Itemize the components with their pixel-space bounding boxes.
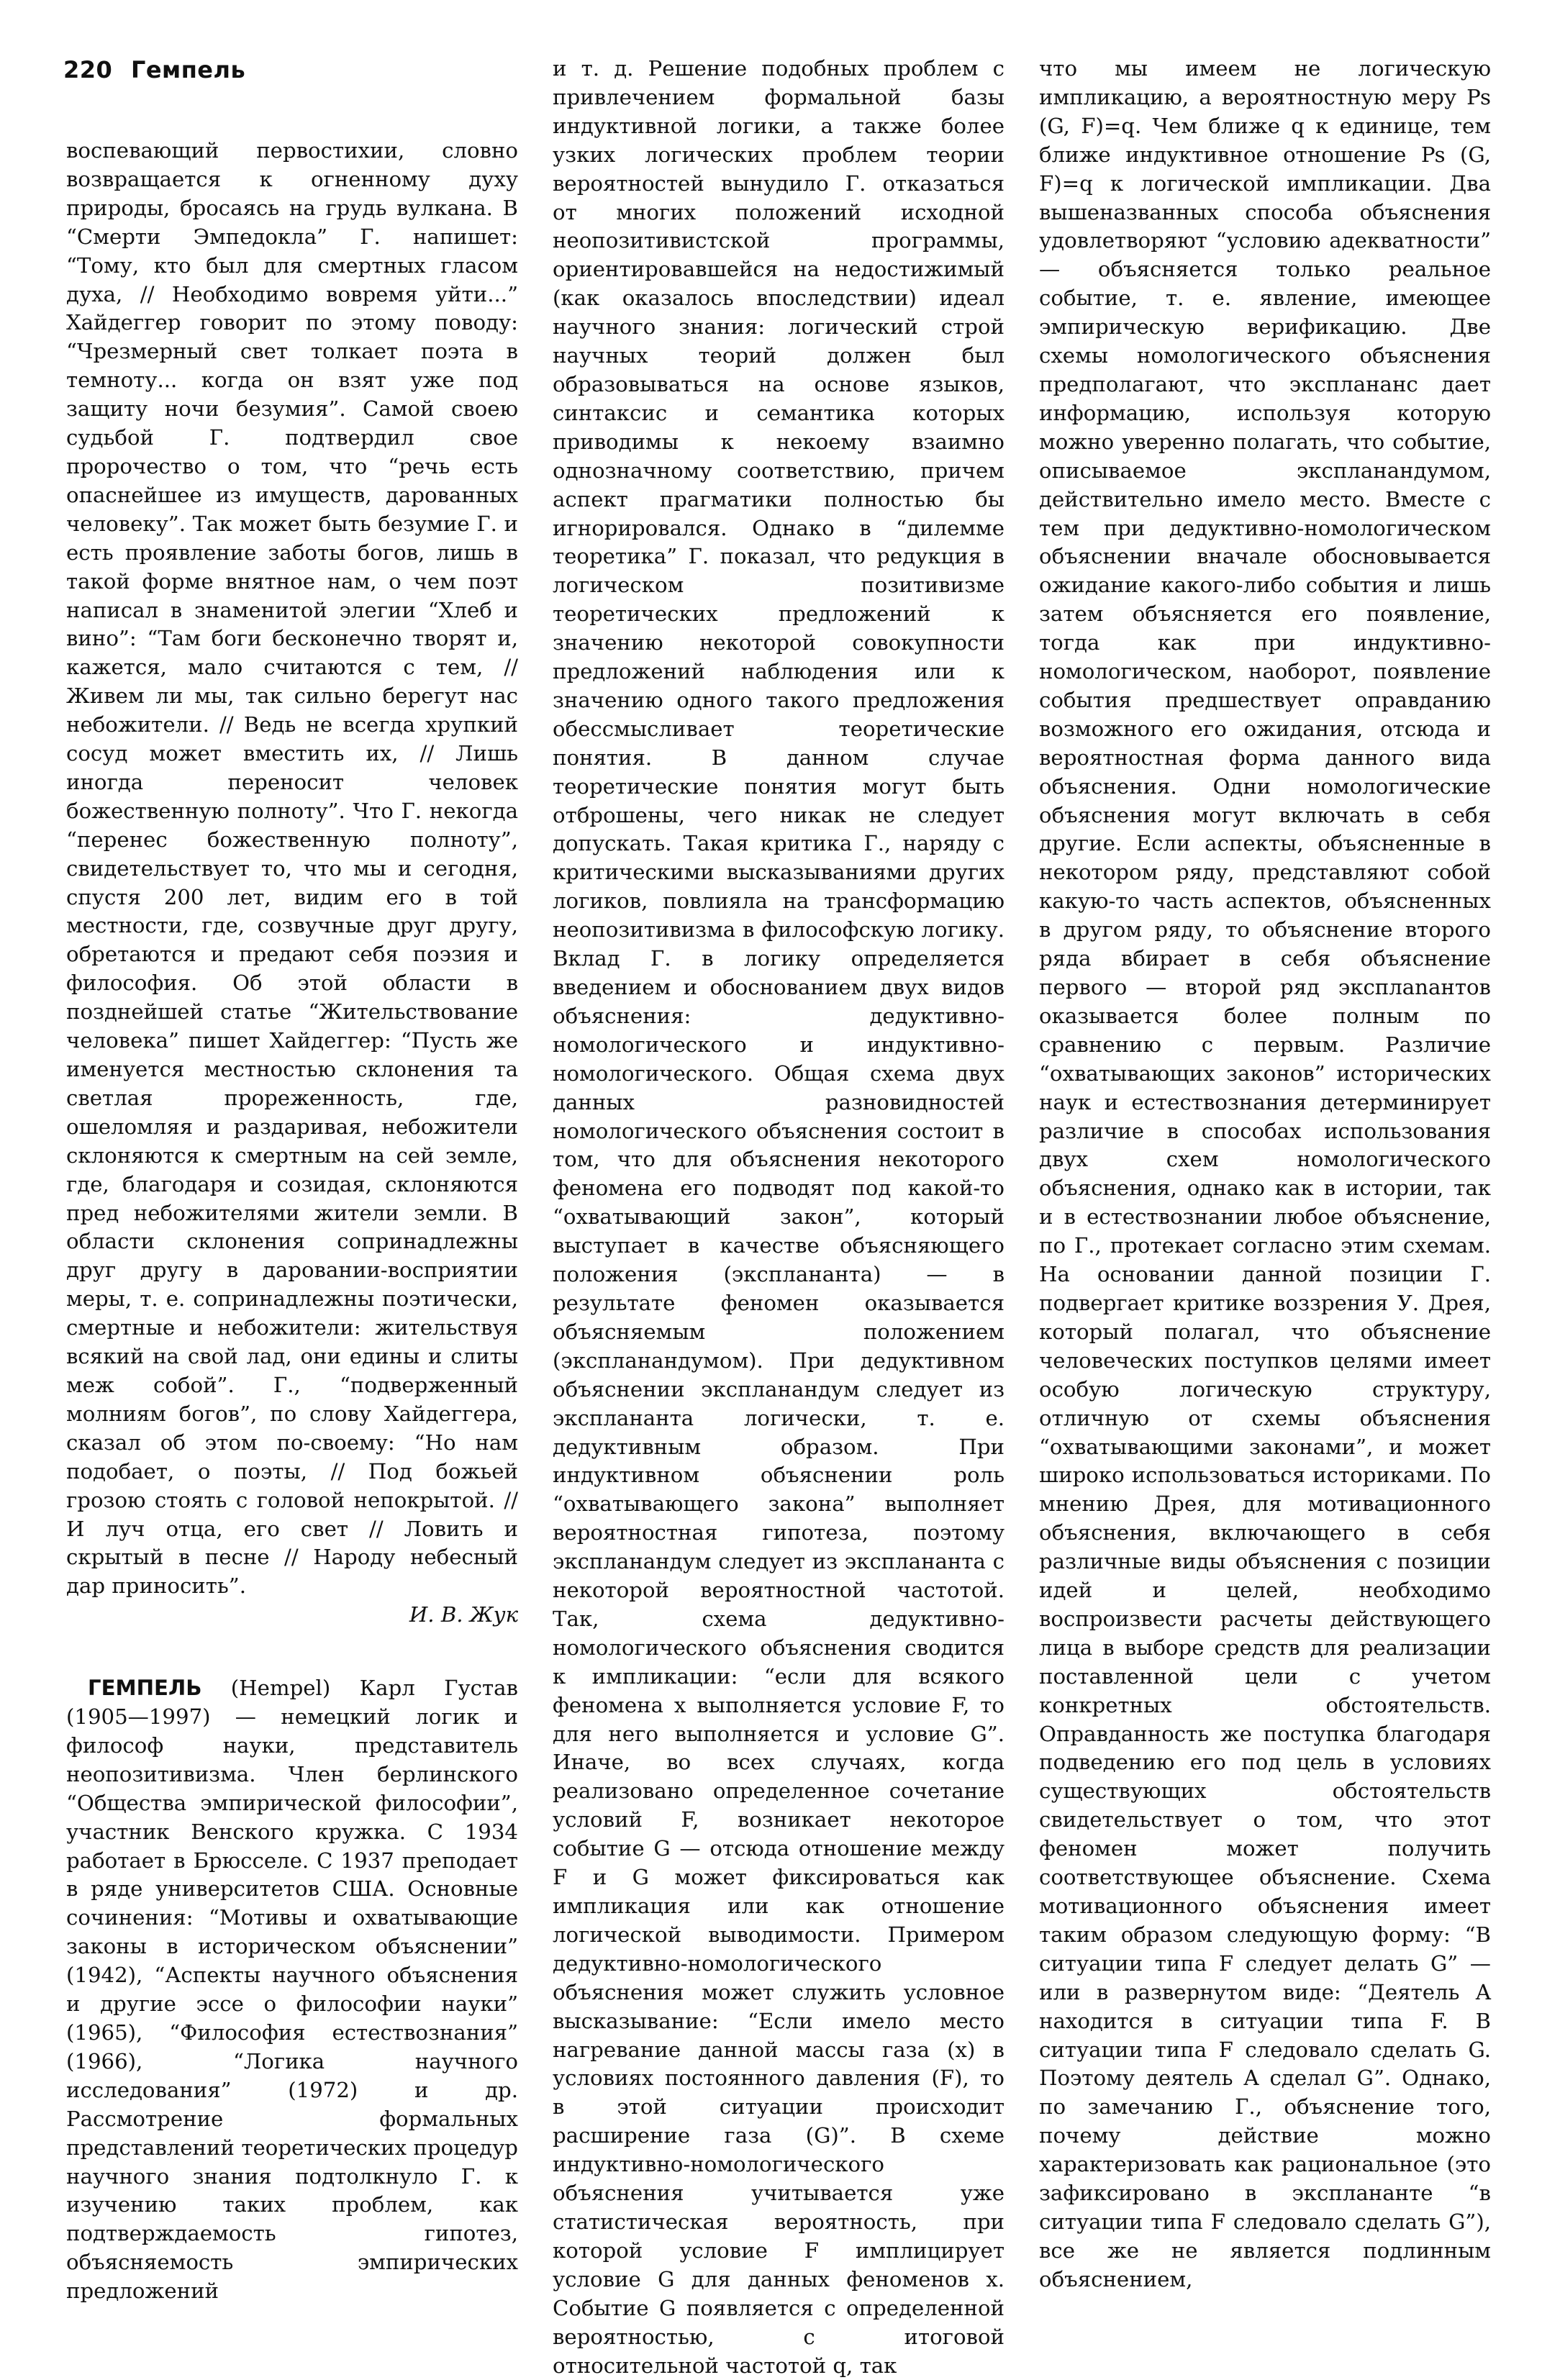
paragraph-hoelderlin-end: воспевающий первостихии, словно возвращается к огненному духу природы, бросаясь на грудь вулкана. В “Смерти Эмпедокла” Г. напишет: “Тому, кто был для смертных гласом духа, // Необходимо вовремя уйти...” Хайдеггер говорит по этому поводу: “Чрезмерный свет толкает поэта в темноту... когда он взят уже под защиту ночи безумия”. Самой своею судьбой Г. подтвердил свое пророчество о том, что “речь есть опаснейшее из имуществ, дарованных человеку”. Так может быть безумие Г. и есть проявление заботы богов, лишь в такой форме внятное нам, о чем поэт написал в знаменитой элегии “Хлеб и вино”: “Там боги бесконечно творят и, кажется, мало считаются с тем, // Живем ли мы, так сильно берегут нас небожители. // Ведь не всегда хрупкий сосуд может вместить их, // Лишь иногда переносит человек божественную полноту”. Что Г. некогда “перенес божественную полноту”, свидетельствует то, что мы и сегодня, спустя 200 лет, видим его в той местности, где, созвучные друг другу, обретаются и предают себя поэзия и философия. Об этой области в позднейшей статье “Жительствование человека” пишет Хайдеггер: “Пусть же именуется местностью склонения та светлая прореженность, где, ошеломляя и раздаривая, небожители склоняются к смертным на сей земле, где, благодаря и созидая, склоняются пред небожителями жители земли. В области склонения сопринадлежны друг другу в даровании-восприятии меры, т. е. сопринадлежны поэтически, смертные и небожители: жительствуя всякий на свой лад, они едины и слиты меж собой”. Г., “подверженный молниям богов”, по слову Хайдеггера, сказал об этом по-своему: “Но нам подобает, о поэты, // Под божьей грозою стоять с головой непокрытой. // И луч отца, его свет // Ловить и скрытый в песне // Народу небесный дар приносить”. xyxy=(66,138,518,1599)
entry-hempel-text: (Hempel) Карл Густав (1905—1997) — немецкий логик и философ науки, представитель неопозитивизма. Член берлинского “Общества эмпирической философии”, участник Венского кружка. С 1934 работает в Брюсселе. С 1937 преподает в ряде университетов США. Основные сочинения: “Мотивы и охватывающие законы в историческом объяснении” (1942), “Аспекты научного объяснения и другие эссе о философии науки” (1965), “Философия естествознания” (1966), “Логика научного исследования” (1972) и др. Рассмотрение формальных представлений теоретических процедур научного знания подтолкнуло Г. к изучению таких проблем, как подтверждаемость гипотез, объясняемость эмпирических предложений xyxy=(66,1676,518,2304)
column-3 xyxy=(1039,55,1491,2294)
page-number: 220 xyxy=(63,56,113,83)
entry-headword: ГЕМПЕЛЬ xyxy=(88,1676,202,1701)
running-header xyxy=(63,56,245,83)
entry-hempel xyxy=(66,1674,518,2306)
column-1 xyxy=(66,137,518,2306)
running-head: Гемпель xyxy=(130,56,246,83)
paragraph-col3: что мы имеем не логическую импликацию, а вероятностную меру Ps (G, F)=q. Чем ближе q к единице, тем ближе индуктивное отношение Ps (G, F)=q к логической импликации. Два вышеназванных способа объяснения удовлетворяют “условию адекватности” — объясняется только реальное событие, т. е. явление, имеющее эмпирическую верификацию. Две схемы номологического объяснения предполагают, что эксплананс дает информацию, используя которую можно уверенно полагать, что событие, описываемое экспланандумом, действительно имело место. Вместе с тем при дедуктивно-номологическом объяснении вначале обосновывается ожидание какого-либо события и лишь затем объясняется его появление, тогда как при индуктивно-номологическом, наоборот, появление события предшествует оправданию возможного его ожидания, отсюда и вероятностная форма данного вида объяснения. Одни номологические объяснения могут включать в себя другие. Если аспекты, объясненные в некотором ряду, представляют собой какую-то часть аспектов, объясненных в другом ряду, то объяснение второго ряда вбирает в себя объяснение первого — второй ряд эксплanантов оказывается более полным по сравнению с первым. Различие “охватывающих законов” исторических наук и естествознания детерминирует различие в способах использования двух схем номологического объяснения, однако как в истории, так и в естествознании любое объяснение, по Г., протекает согласно этим схемам. На основании данной позиции Г. подвергает критике воззрения У. Дрея, который полагал, что объяснение человеческих поступков целями имеет особую логическую структуру, отличную от схемы объяснения “охватывающими законами”, и может широко использоваться историками. По мнению Дрея, для мотивационного объяснения, включающего в себя различные виды объяснения с позиции идей и целей, необходимо воспроизвести расчеты действующего лица в выборе средств для реализации поставленной цели с учетом конкретных обстоятельств. Оправданность же поступка благодаря подведению его под цель в условиях существующих обстоятельств свидетельствует о том, что этот феномен может получить соответствующее объяснение. Схема мотивационного объяснения имеет таким образом следующую форму: “В ситуации типа F следует делать G” — или в развернутом виде: “Деятель A находится в ситуации типа F. В ситуации типа F следовало сделать G. Поэтому деятель A сделал G”. Однако, по замечанию Г., объяснение того, почему действие можно характеризовать как рациональное (это зафиксировано в эксплананте “в ситуации типа F следовало сделать G”), все же не является подлинным объяснением, xyxy=(1039,56,1491,2292)
column-2 xyxy=(553,55,1005,2380)
paragraph-col2: и т. д. Решение подобных проблем с привлечением формальной базы индуктивной логики, а также более узких логических проблем теории вероятностей вынудило Г. отказаться от многих положений исходной неопозитивистской программы, ориентировавшейся на недостижимый (как оказалось впоследствии) идеал научного знания: логический строй научных теорий должен был образовываться на основе языков, синтаксис и семантика которых приводимы к некоему взаимно однозначному соответствию, причем аспект прагматики полностью бы игнорировался. Однако в “дилемме теоретика” Г. показал, что редукция в логическом позитивизме теоретических предложений к значению некоторой совокупности предложений наблюдения или к значению одного такого предложения обессмысливает теоретические понятия. В данном случае теоретические понятия могут быть отброшены, чего никак не следует допускать. Такая критика Г., наряду с критическими высказываниями других логиков, повлияла на трансформацию неопозитивизма в философскую логику. Вклад Г. в логику определяется введением и обоснованием двух видов объяснения: дедуктивно-номологического и индуктивно-номологического. Общая схема двух данных разновидностей номологического объяснения состоит в том, что для объяснения некоторого феномена его подводят под какой-то “охватывающий закон”, который выступает в качестве объясняющего положения (эксплананта) — в результате феномен оказывается объясняемым положением (экспланандумом). При дедуктивном объяснении экспланандум следует из эксплананта логически, т. е. дедуктивным образом. При индуктивном объяснении роль “охватывающего закона” выполняет вероятностная гипотеза, поэтому экспланандум следует из эксплананта с некоторой вероятностной частотой. Так, схема дедуктивно-номологического объяснения сводится к импликации: “если для всякого феномена x выполняется условие F, то для него выполняется и условие G”. Иначе, во всех случаях, когда реализовано определенное сочетание условий F, возникает некоторое событие G — отсюда отношение между F и G может фиксироваться как импликация или как отношение логической выводимости. Примером дедуктивно-номологического объяснения может служить условное высказывание: “Если имело место нагревание данной массы газа (x) в условиях постоянного давления (F), то в этой ситуации происходит расширение газа (G)”. В схеме индуктивно-номологического объяснения учитывается уже статистическая вероятность, при которой условие F имплицирует условие G для данных феноменов x. Событие G появляется с определенной вероятностью, с итоговой относительной частотой q, так xyxy=(553,56,1005,2378)
author-signature: И. В. Жук xyxy=(409,1602,518,1627)
